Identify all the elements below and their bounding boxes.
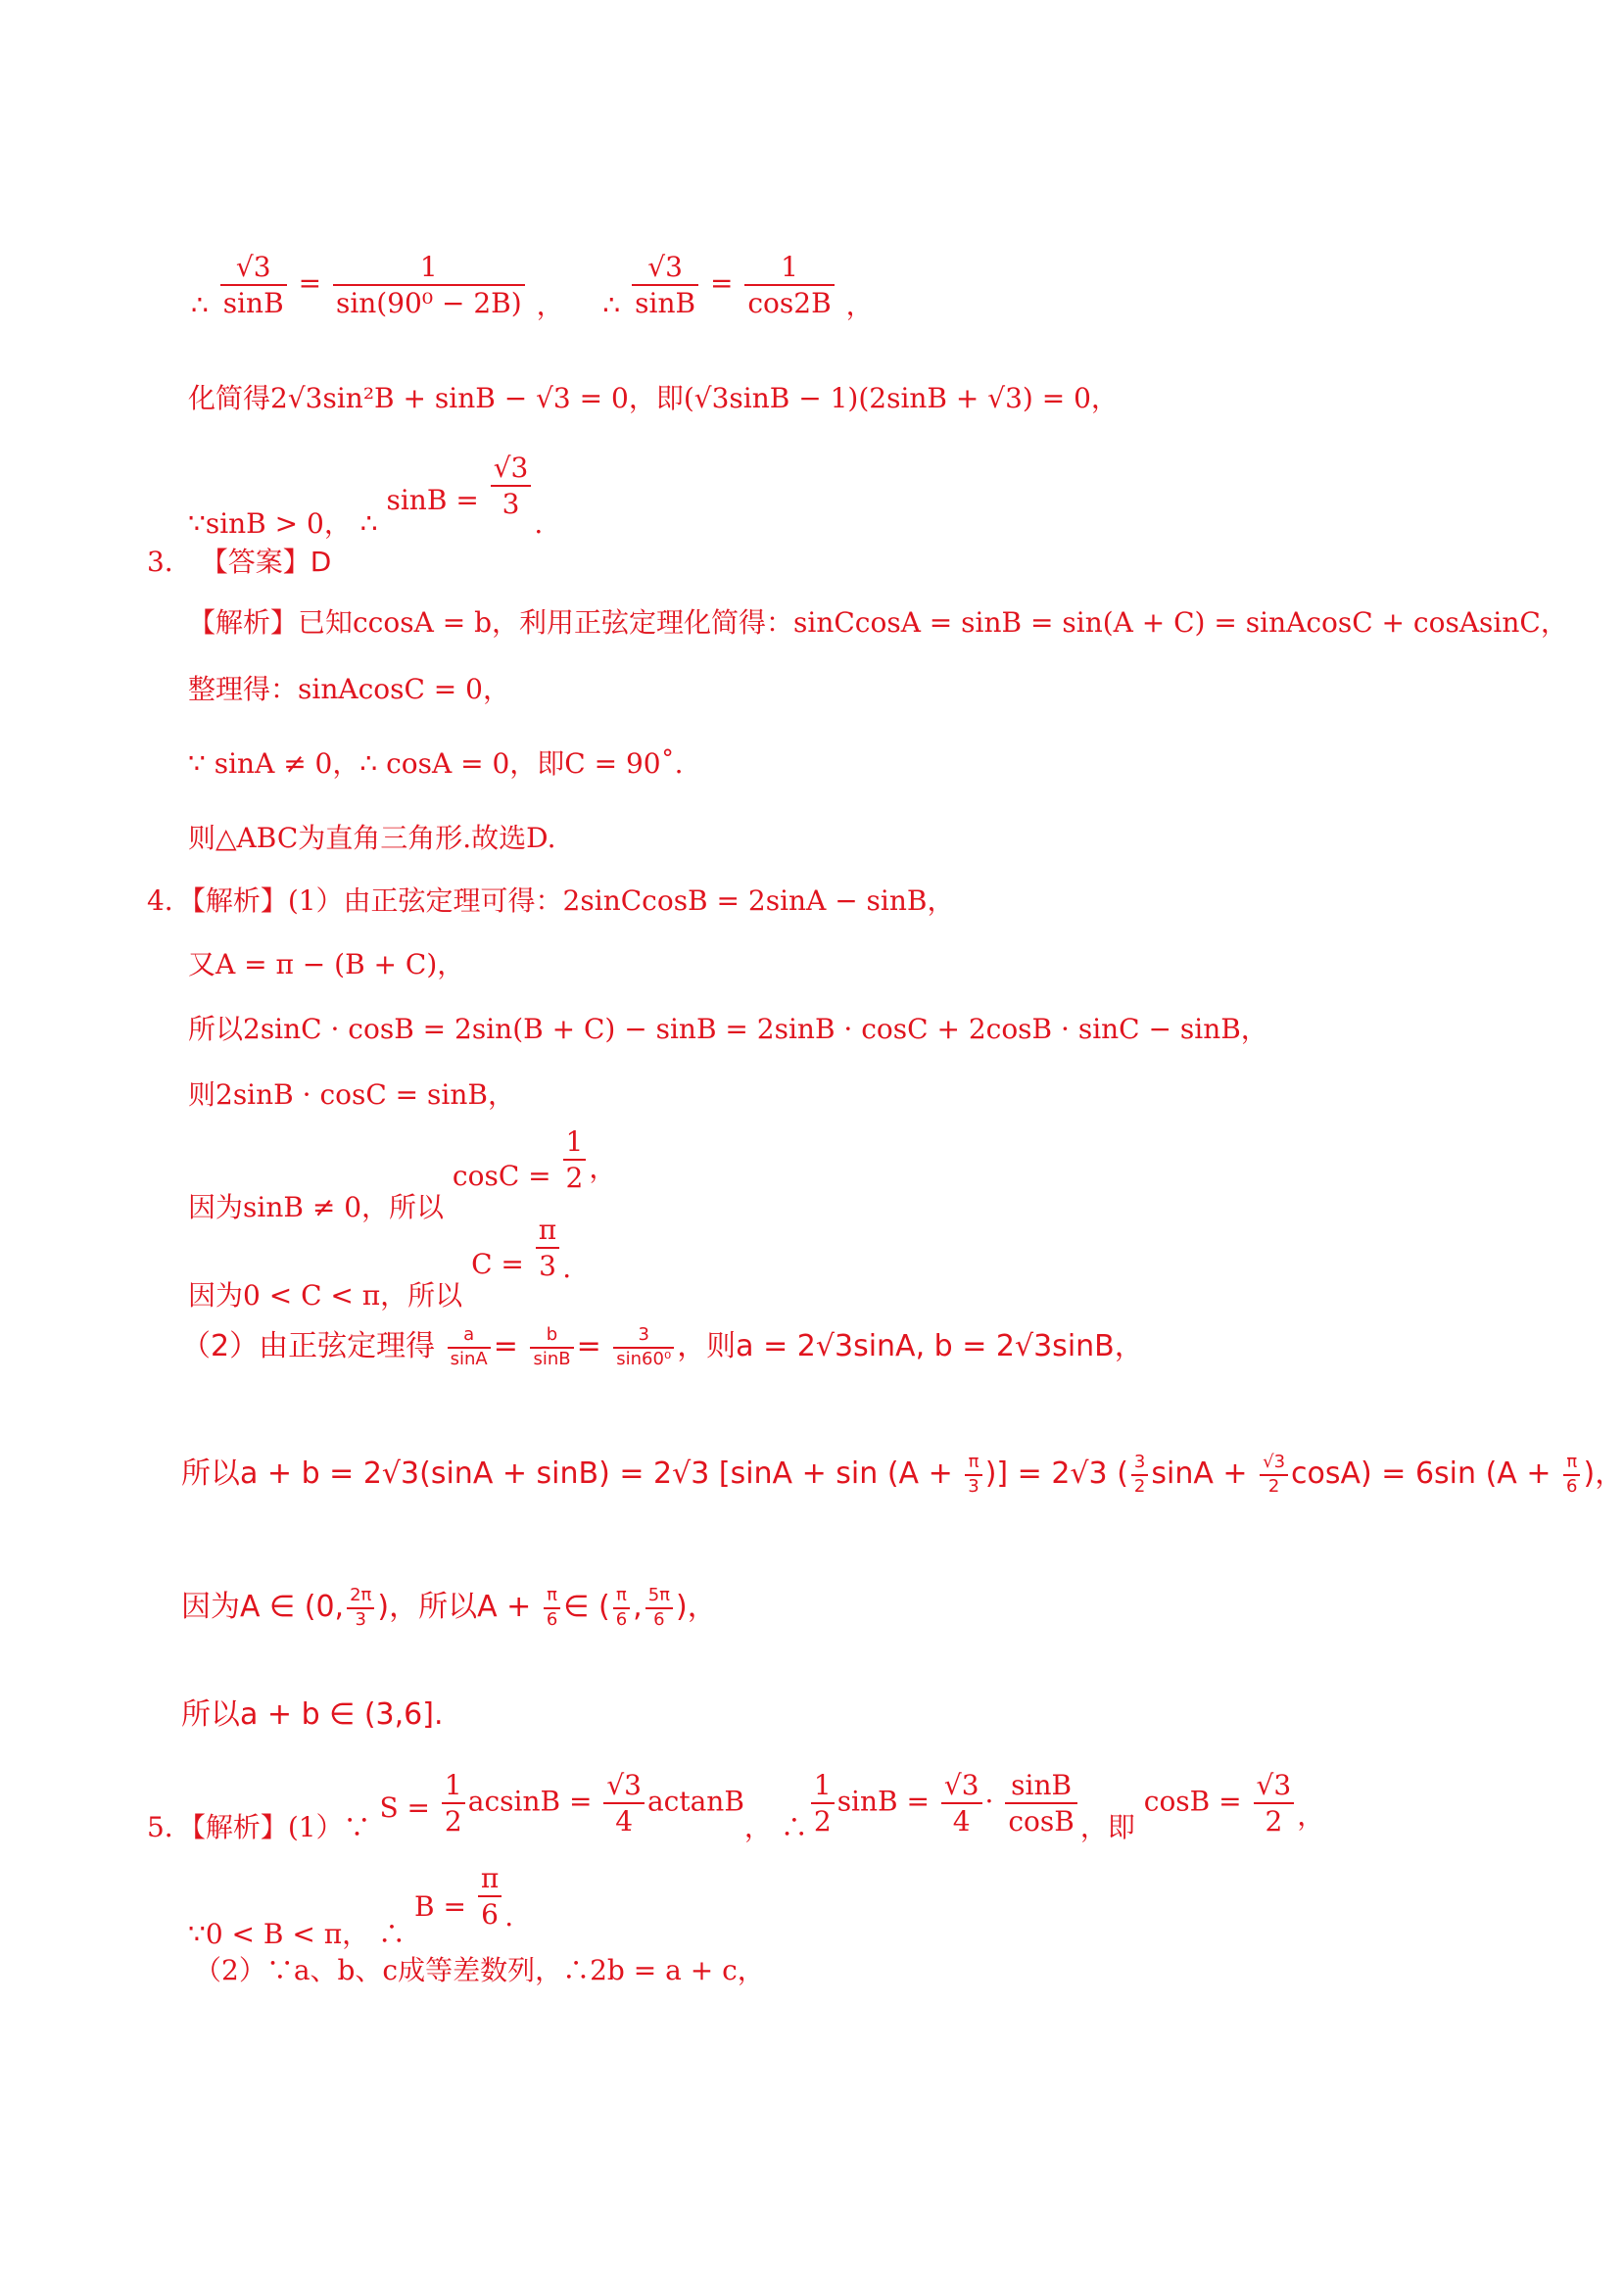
- fraction: $\frac{1}{2}$: [442, 1768, 465, 1838]
- fraction: $\frac{1}{2}$: [563, 1124, 587, 1195]
- fraction: $\frac{1}{\cos 2B}$: [744, 250, 834, 320]
- question-3-line-4: 则△ABC为直角三角形.故选D.: [188, 822, 556, 854]
- simplify-line: 化简得2√3sin²B + sinB − √3 = 0，即(√3sinB − 1)(2sinB + √3) = 0，: [188, 382, 1119, 414]
- fraction: $\frac{2\pi}{3}$: [347, 1585, 374, 1631]
- fraction: $\frac{√3}{2}$: [1254, 1768, 1295, 1838]
- equation-line-1: ∴ $\frac{√3}{\sin B}$ = $\frac{1}{\text{sin(90⁰ − 2B)}}$ ， ∴ $\frac{√3}{\sin B}$ = $\frac{1}{\cos 2B}$ ，: [191, 251, 874, 321]
- question-4-line-6: （2）由正弦定理得 $\frac{a}{\sin A}$ = $\frac{b}{\sin B}$ = $\frac{3}{\text{sin60⁰}}$ ，则a = 2√3sinA, b = 2√3sinB，: [181, 1324, 1144, 1369]
- question-3-line-1: 【解析】已知ccosA = b，利用正弦定理化简得：sinCcosA = sinB = sin(A + C) = sinAcosC + cosAsinC，: [188, 606, 1568, 639]
- fraction: $\frac{\pi}{6}$: [1563, 1452, 1580, 1498]
- fraction: $\frac{a}{\sin A}$: [448, 1324, 491, 1370]
- fraction: $\frac{\pi}{6}$: [544, 1585, 560, 1631]
- question-4-line-9: 所以a + b ∈ (3,6].: [181, 1697, 444, 1732]
- question-3-line-3: ∵ sinA ≠ 0，∴ cosA = 0，即C = 90˚.: [188, 747, 684, 780]
- question-5-line-1: ∵0 < B < π， ∴ B = $\frac{\pi}{6}$ .: [188, 1862, 514, 1950]
- fraction: $\frac{5\pi}{6}$: [645, 1585, 673, 1631]
- question-3-heading: 3． 【答案】D: [147, 546, 332, 578]
- fraction: $\frac{√3}{\sin B}$: [632, 250, 698, 320]
- question-3-line-2: 整理得：sinAcosC = 0，: [188, 673, 510, 705]
- fraction: $\frac{√3}{4}$: [603, 1768, 645, 1838]
- fraction: $\frac{√3}{4}$: [941, 1768, 982, 1838]
- fraction: $\frac{\pi}{3}$: [965, 1452, 981, 1498]
- question-4-line-1: 又A = π − (B + C)，: [188, 948, 465, 980]
- question-4-line-5: 因为0 < C < π，所以 C = $\frac{\pi}{3}$ .: [188, 1214, 572, 1312]
- question-4-line-4: 因为sinB ≠ 0，所以 cosC = $\frac{1}{2}$ ，: [188, 1125, 617, 1223]
- fraction: $\frac{3}{2}$: [1131, 1452, 1148, 1498]
- question-4-line-8: 因为A ∈ (0, $\frac{2\pi}{3}$ )，所以A + $\frac{\pi}{6}$ ∈ ( $\frac{\pi}{6}$ , $\frac{5\pi}{6}$ )，: [181, 1585, 717, 1630]
- fraction: $\frac{3}{\text{sin60⁰}}$: [613, 1324, 674, 1370]
- fraction: $\frac{√3}{\sin B}$: [220, 250, 287, 320]
- question-4-line-7: 所以a + b = 2√3(sinA + sinB) = 2√3 [sinA + sin (A + $\frac{\pi}{3}$ )] = 2√3 ( $\frac{3}{2}$ sinA + $\frac{√3}{2}$ cosA) = 6sin (A + $\frac{\pi}{6}$ )，: [181, 1452, 1624, 1497]
- sinb-positive-line: ∵sinB > 0， ∴ sinB = $\frac{√3}{3}$ .: [188, 452, 544, 540]
- fraction: $\frac{\sin B}{\cos B}$: [1005, 1768, 1076, 1838]
- fraction: $\frac{√3}{3}$: [491, 451, 532, 521]
- therefore-symbol: ∴: [602, 288, 621, 321]
- fraction: $\frac{1}{\text{sin(90⁰ − 2B)}}$: [333, 250, 525, 320]
- question-4-line-2: 所以2sinC · cosB = 2sin(B + C) − sinB = 2sinB · cosC + 2cosB · sinC − sinB，: [188, 1013, 1268, 1045]
- question-4-heading: 4．【解析】(1）由正弦定理可得：2sinCcosB = 2sinA − sinB，: [147, 884, 955, 917]
- question-5-line-2: （2）∵a、b、c成等差数列，∴2b = a + c，: [194, 1954, 765, 1986]
- fraction: $\frac{\pi}{3}$: [536, 1213, 559, 1283]
- therefore-symbol: ∴: [191, 288, 209, 321]
- fraction: $\frac{\pi}{6}$: [613, 1585, 630, 1631]
- fraction: $\frac{b}{\sin B}$: [530, 1324, 573, 1370]
- question-5-heading: 5．【解析】(1）∵ S = $\frac{1}{2}$ acsinB = $\frac{√3}{4}$ actanB， ∴ $\frac{1}{2}$ sinB = $\frac{√3}{4}$ · $\frac{\sin B}{\cos B}$ ，即 cosB = $\frac{√3}{2}$ ，: [147, 1769, 1325, 1843]
- question-4-line-3: 则2sinB · cosC = sinB，: [188, 1078, 515, 1111]
- fraction: $\frac{√3}{2}$: [1260, 1452, 1288, 1498]
- fraction: $\frac{1}{2}$: [811, 1768, 835, 1838]
- fraction: $\frac{\pi}{6}$: [478, 1861, 502, 1932]
